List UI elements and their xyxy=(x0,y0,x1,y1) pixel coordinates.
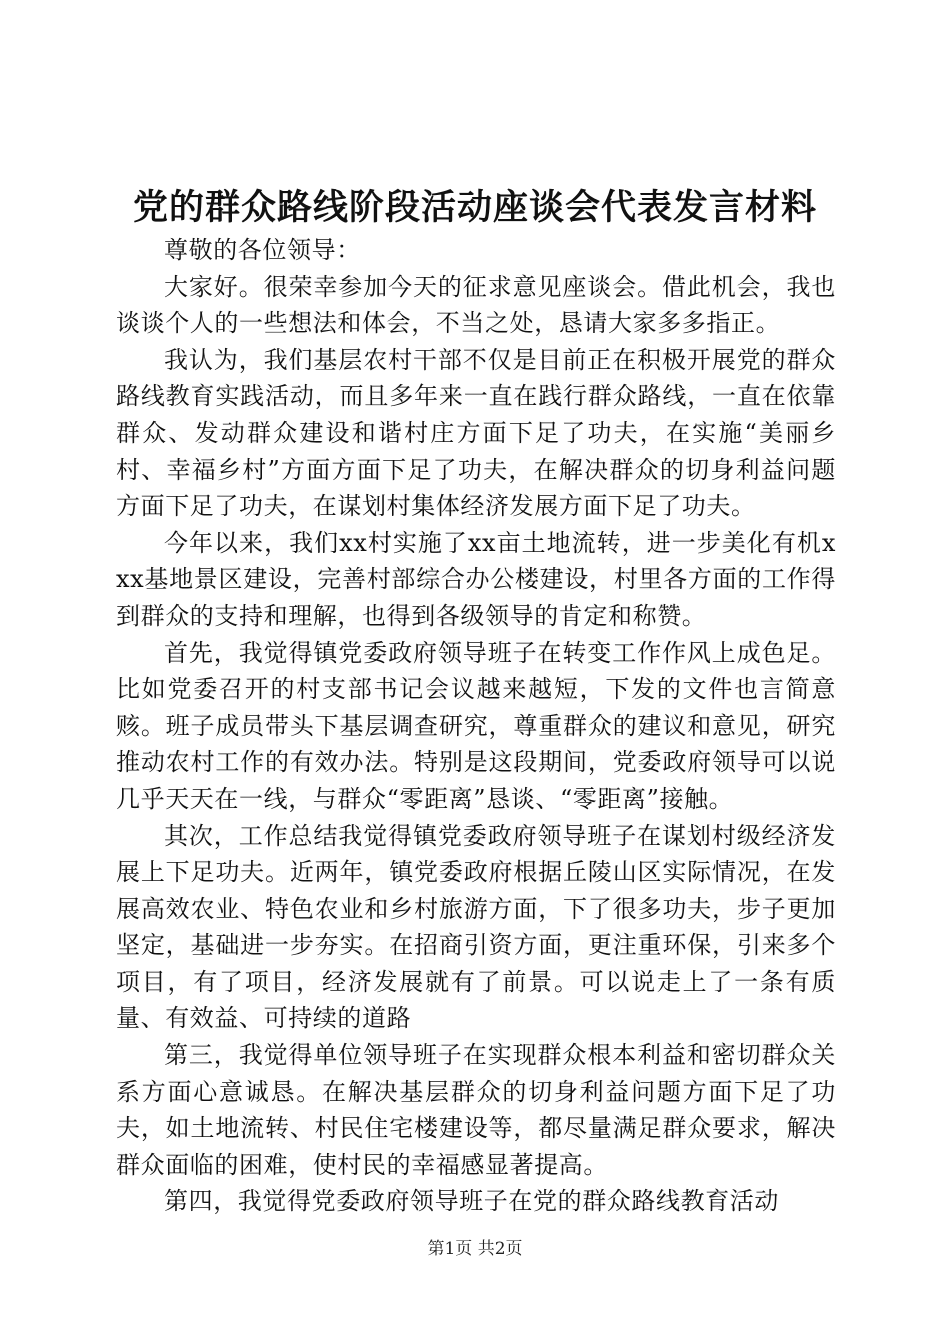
paragraph-second: 其次，工作总结我觉得镇党委政府领导班子在谋划村级经济发展上下足功夫。近两年，镇党委政府根据丘陵山区实际情况，在发展高效农业、特色农业和乡村旅游方面，下了很多功夫，步子更加坚定，基础进一步夯实。在招商引资方面，更注重环保，引来多个项目，有了项目，经济发展就有了前景。可以说走上了一条有质量、有效益、可持续的道路 xyxy=(116,821,836,1033)
paragraph-opinion: 我认为，我们基层农村干部不仅是目前正在积极开展党的群众路线教育实践活动，而且多年来一直在践行群众路线，一直在依靠群众、发动群众建设和谐村庄方面下足了功夫，在实施“美丽乡村、幸福乡村”方面方面下足了功夫，在解决群众的切身利益问题方面下足了功夫，在谋划村集体经济发展方面下足了功夫。 xyxy=(116,345,836,521)
paragraph-greeting: 大家好。很荣幸参加今天的征求意见座谈会。借此机会，我也谈谈个人的一些想法和体会，不当之处，恳请大家多多指正。 xyxy=(116,272,836,338)
salutation: 尊敬的各位领导： xyxy=(164,236,361,264)
paragraph-third: 第三，我觉得单位领导班子在实现群众根本利益和密切群众关系方面心意诚恳。在解决基层群众的切身利益问题方面下足了功夫，如土地流转、村民住宅楼建设等，都尽量满足群众要求，解决群众面临的困难，使村民的幸福感显著提高。 xyxy=(116,1041,836,1179)
page-footer: 第1页 共2页 xyxy=(427,1239,523,1259)
paragraph-this-year: 今年以来，我们xx村实施了xx亩土地流转，进一步美化有机xxx基地景区建设，完善村部综合办公楼建设，村里各方面的工作得到群众的支持和理解，也得到各级领导的肯定和称赞。 xyxy=(116,528,836,630)
document-body xyxy=(116,232,836,1220)
document-title: 党的群众路线阶段活动座谈会代表发言材料 xyxy=(132,187,817,228)
paragraph-fourth: 第四，我觉得党委政府领导班子在党的群众路线教育活动 xyxy=(164,1187,779,1216)
paragraph-first: 首先，我觉得镇党委政府领导班子在转变工作作风上成色足。比如党委召开的村支部书记会议越来越短，下发的文件也言简意赅。班子成员带头下基层调查研究，尊重群众的建议和意见，研究推动农村工作的有效办法。特别是这段期间，党委政府领导可以说几乎天天在一线，与群众“零距离”恳谈、“零距离”接触。 xyxy=(116,638,836,813)
